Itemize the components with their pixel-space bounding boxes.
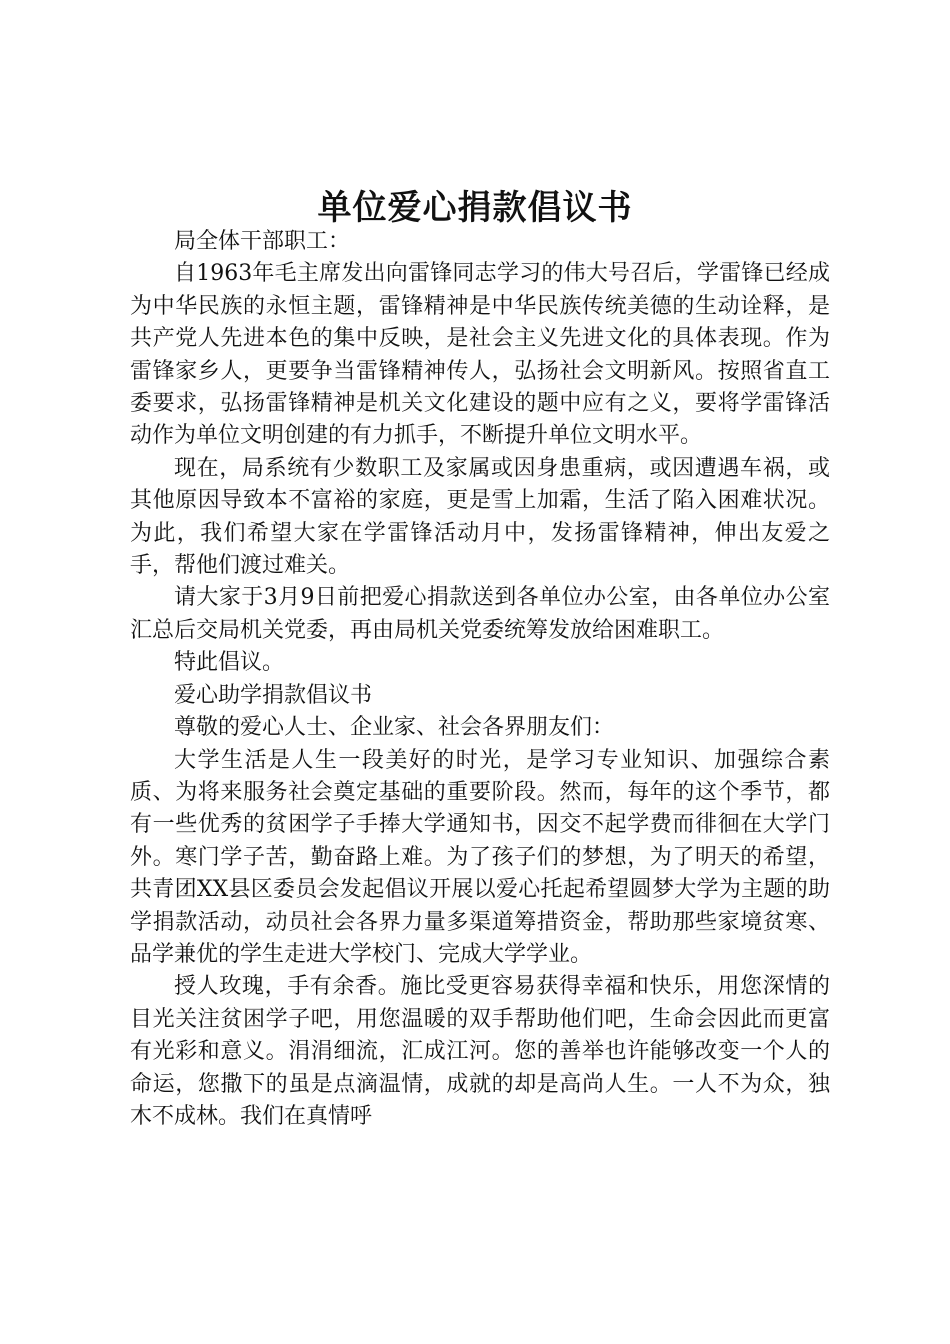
salutation: 尊敬的爱心人士、企业家、社会各界朋友们： — [174, 715, 615, 741]
body-paragraph: 授人玫瑰，手有余香。施比受更容易获得幸福和快乐，用您深情的目光关注贫困学子吧，用您温暖的双手帮助他们吧，生命会因此而更富有光彩和意义。涓涓细流，汇成江河。您的善举也许能够改变一个人的命运，您撒下的虽是点滴温情，成就的却是高尚人生。一人不为众，独木不成林。我们在真情呼 — [130, 974, 830, 1129]
salutation: 局全体干部职工： — [174, 229, 351, 254]
document-title: 单位爱心捐款倡议书 — [317, 188, 633, 228]
body-paragraph: 请大家于3月9日前把爱心捐款送到各单位办公室，由各单位办公室汇总后交局机关党委，再由局机关党委统筹发放给困难职工。 — [130, 585, 830, 643]
document-body — [130, 226, 830, 1133]
closing-line: 特此倡议。 — [174, 650, 285, 676]
body-paragraph: 自1963年毛主席发出向雷锋同志学习的伟大号召后，学雷锋已经成为中华民族的永恒主题，雷锋精神是中华民族传统美德的生动诠释，是共产党人先进本色的集中反映，是社会主义先进文化的具体表现。作为雷锋家乡人，更要争当雷锋精神传人，弘扬社会文明新风。按照省直工委要求，弘扬雷锋精神是机关文化建设的题中应有之义，要将学雷锋活动作为单位文明创建的有力抓手，不断提升单位文明水平。 — [130, 261, 830, 449]
body-paragraph: 现在，局系统有少数职工及家属或因身患重病，或因遭遇车祸，或其他原因导致本不富裕的家庭，更是雪上加霜，生活了陷入困难状况。为此，我们希望大家在学雷锋活动月中，发扬雷锋精神，伸出友爱之手，帮他们渡过难关。 — [130, 455, 830, 579]
section-heading: 爱心助学捐款倡议书 — [174, 682, 373, 708]
body-paragraph: 大学生活是人生一段美好的时光，是学习专业知识、加强综合素质、为将来服务社会奠定基础的重要阶段。然而，每年的这个季节，都有一些优秀的贫困学子手捧大学通知书，因交不起学费而徘徊在大学门外。寒门学子苦，勤奋路上难。为了孩子们的梦想，为了明天的希望，共青团XX县区委员会发起倡议开展以爱心托起希望圆梦大学为主题的助学捐款活动，动员社会各界力量多渠道筹措资金，帮助那些家境贫寒、品学兼优的学生走进大学校门、完成大学学业。 — [130, 747, 830, 967]
